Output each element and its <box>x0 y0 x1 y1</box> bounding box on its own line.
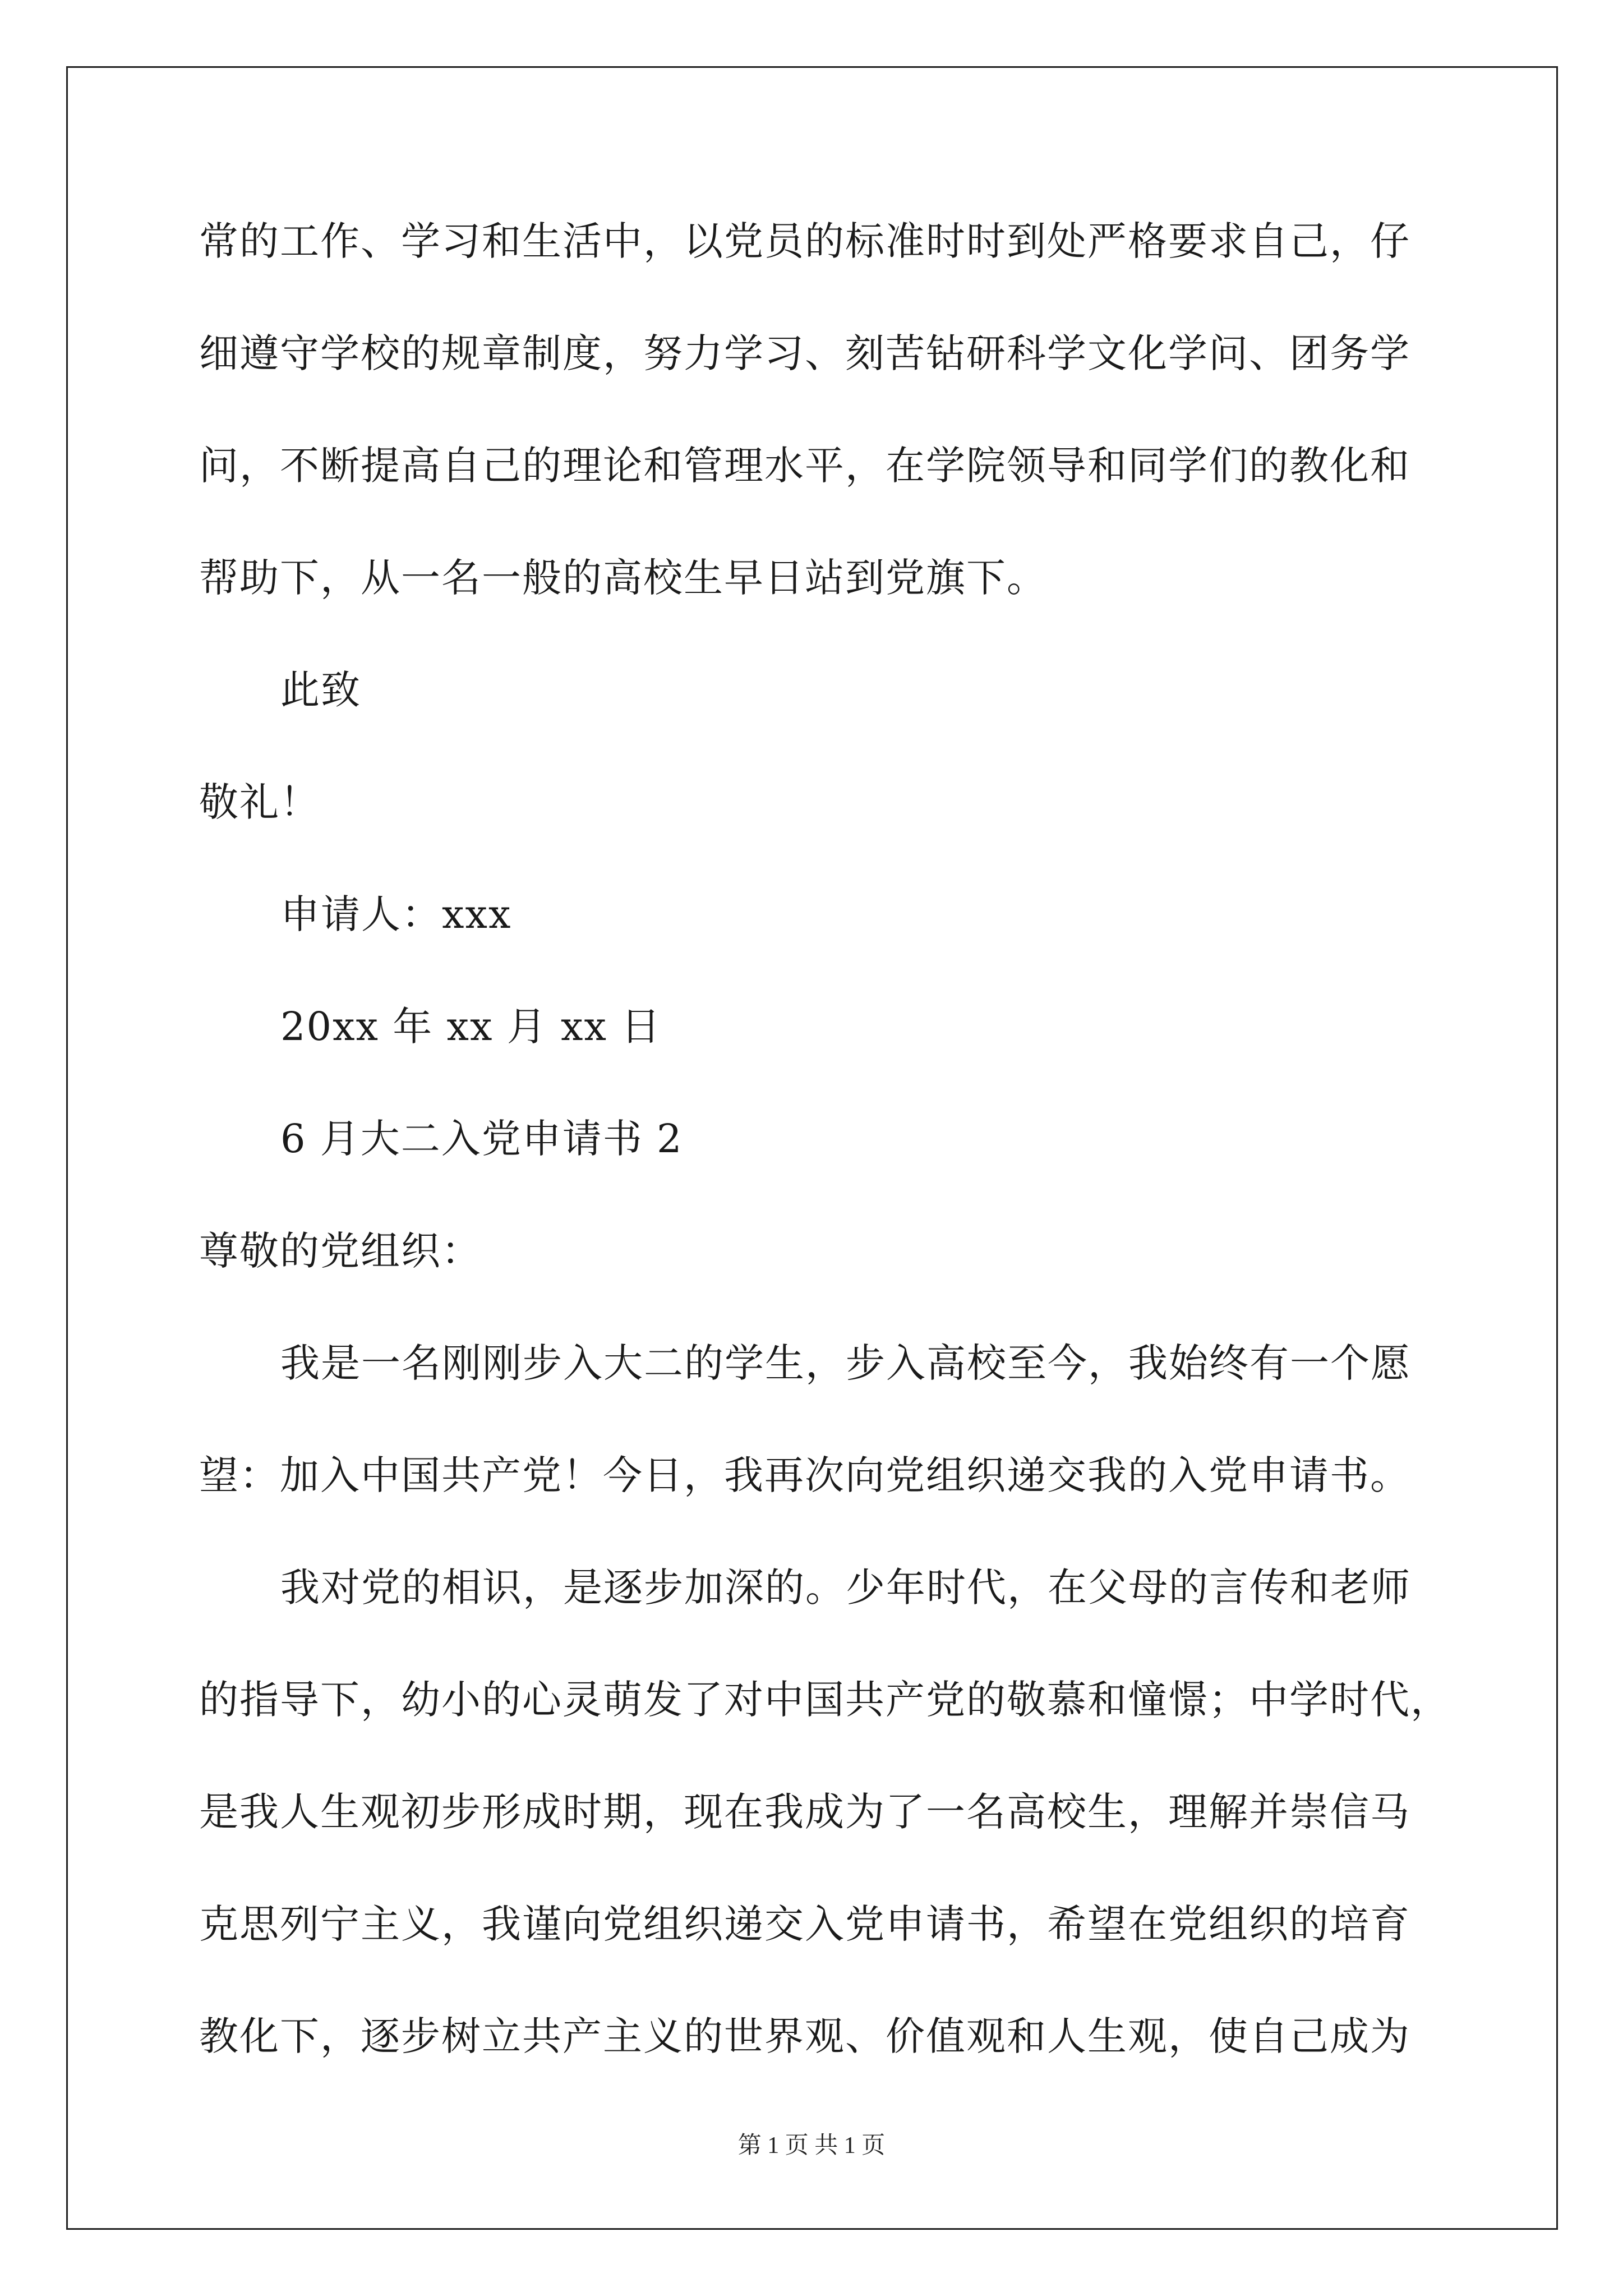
body-line-9: 是我人生观初步形成时期，现在我成为了一名高校生，理解并崇信马 <box>199 1789 1410 1835</box>
page-footer: 第 1 页 共 1 页 <box>737 2133 886 2159</box>
body-line-1: 常的工作、学习和生活中，以党员的标准时时到处严格要求自己，仔 <box>199 218 1410 264</box>
closing-salutation: 此致 <box>280 667 361 713</box>
body-line-3: 问，不断提高自己的理论和管理水平，在学院领导和同学们的教化和 <box>199 443 1410 489</box>
body-line-5: 我是一名刚刚步入大二的学生，步入高校至今，我始终有一个愿 <box>280 1340 1411 1386</box>
body-line-11: 教化下，逐步树立共产主义的世界观、价值观和人生观，使自己成为 <box>199 2013 1410 2059</box>
body-line-10: 克思列宁主义，我谨向党组织递交入党申请书，希望在党组织的培育 <box>199 1901 1410 1947</box>
body-line-7: 我对党的相识，是逐步加深的。少年时代，在父母的言传和老师 <box>280 1565 1411 1611</box>
applicant-line: 申请人：xxx <box>280 891 512 937</box>
greeting-line: 尊敬的党组织： <box>199 1228 482 1274</box>
body-line-4: 帮助下，从一名一般的高校生早日站到党旗下。 <box>199 555 1047 601</box>
body-line-2: 细遵守学校的规章制度，努力学习、刻苦钻研科学文化学问、团务学 <box>199 330 1410 376</box>
body-line-6: 望：加入中国共产党！今日，我再次向党组织递交我的入党申请书。 <box>199 1452 1410 1498</box>
closing-respect: 敬礼！ <box>199 779 320 825</box>
section-title: 6 月大二入党申请书 2 <box>280 1116 683 1162</box>
body-line-8: 的指导下，幼小的心灵萌发了对中国共产党的敬慕和憧憬；中学时代， <box>199 1677 1451 1723</box>
date-line: 20xx 年 xx 月 xx 日 <box>280 1004 662 1050</box>
